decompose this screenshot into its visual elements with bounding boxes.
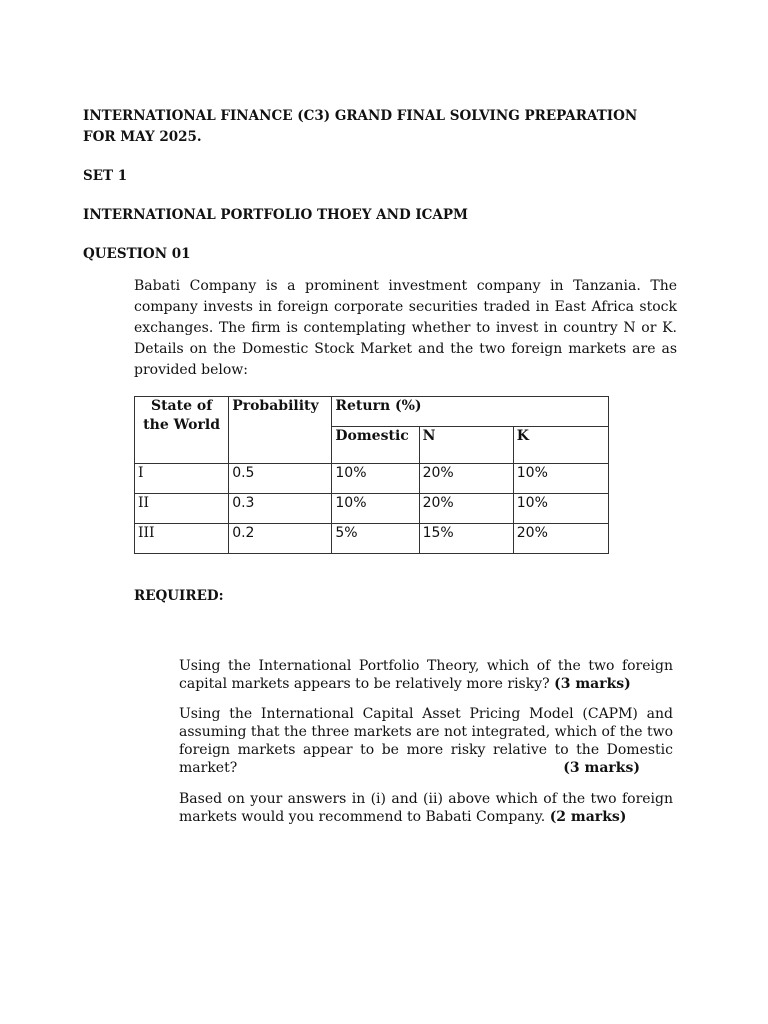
probability-cell: 0.5 [229,464,332,494]
state-header: State of the World [135,397,229,464]
required-item-3 [179,790,673,826]
table-row [135,494,609,524]
state-cell: III [135,524,229,554]
required-item-2 [179,705,673,777]
probability-header: Probability [229,397,332,464]
k-cell: 10% [513,494,608,524]
section-title: INTERNATIONAL PORTFOLIO THOEY AND ICAPM [83,207,469,223]
required-item-text: Using the International Capital Asset Pricing Model (CAPM) and assuming that the three markets are not integrated, which of the two foreign markets appear to be more risky relative to the Domestic market? [179,706,673,776]
domestic-cell: 10% [332,464,419,494]
document-title: INTERNATIONAL FINANCE (C3) GRAND FINAL SOLVING PREPARATION FOR MAY 2025. [83,108,638,145]
set-label: SET 1 [83,168,128,184]
k-cell: 20% [513,524,608,554]
required-item-text: Based on your answers in (i) and (ii) above which of the two foreign markets would you recommend to Babati Company. [179,791,673,825]
state-cell: I [135,464,229,494]
required-item-1 [179,657,673,693]
domestic-cell: 5% [332,524,419,554]
table-row [135,524,609,554]
state-cell: II [135,494,229,524]
n-cell: 20% [419,494,513,524]
k-cell: 10% [513,464,608,494]
marks-label: (2 marks) [549,809,627,825]
required-label: REQUIRED: [134,588,224,604]
n-header: N [419,427,513,464]
required-item-text: Using the International Portfolio Theory, which of the two foreign capital markets appears to be relatively more risky? [179,658,673,692]
probability-cell: 0.3 [229,494,332,524]
probability-cell: 0.2 [229,524,332,554]
marks-label: (3 marks) [563,760,640,776]
n-cell: 15% [419,524,513,554]
returns-table [134,396,609,554]
table-row [135,464,609,494]
question-label: QUESTION 01 [83,246,191,262]
return-header: Return (%) [332,397,609,427]
marks-label: (3 marks) [554,676,631,692]
domestic-cell: 10% [332,494,419,524]
domestic-header: Domestic [332,427,419,464]
question-intro: Babati Company is a prominent investment company in Tanzania. The company invests in foreign corporate securities traded in East Africa stock exchanges. The firm is contemplating whether to invest in country N or K. Details on the Domestic Stock Market and the two foreign markets are as provided below: [134,278,677,378]
n-cell: 20% [419,464,513,494]
k-header: K [513,427,608,464]
